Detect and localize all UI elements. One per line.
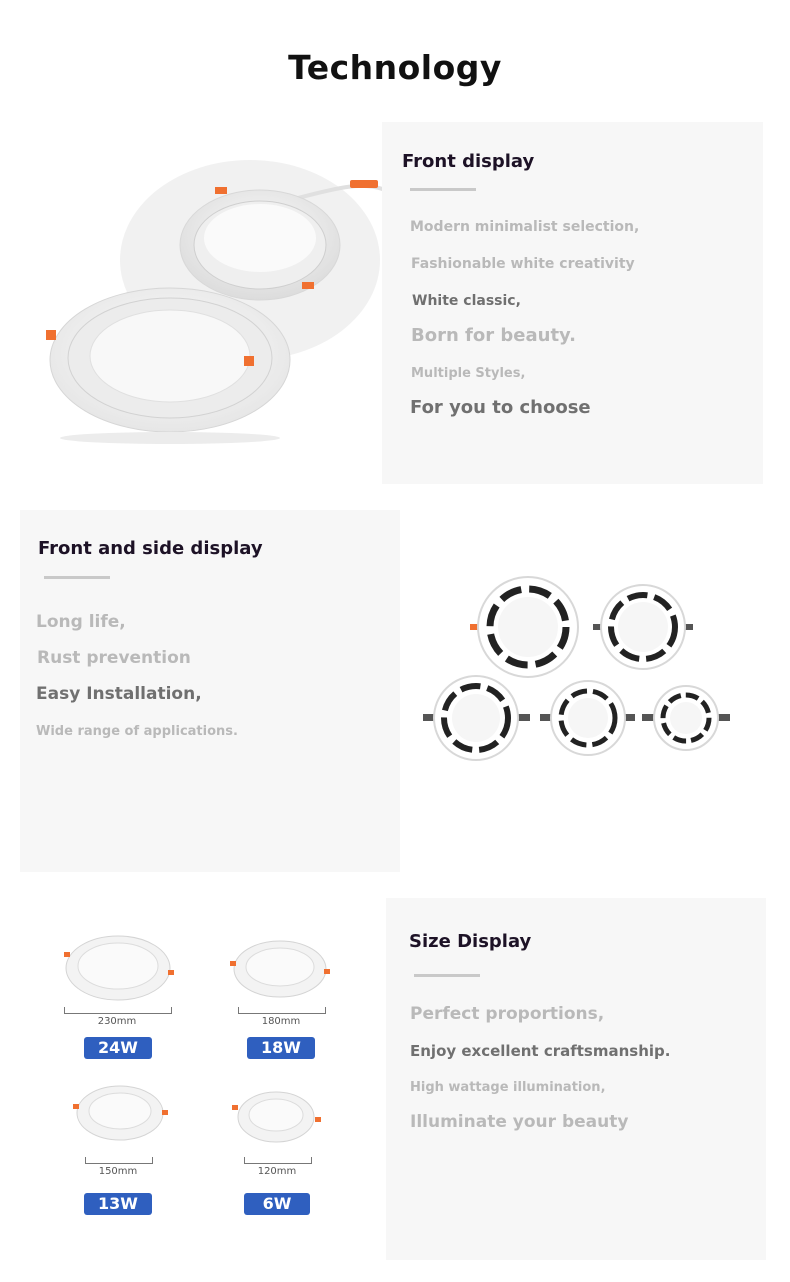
size-label: 180mm [261,1016,301,1027]
size-measure [64,1007,172,1014]
front-display-line: Multiple Styles, [411,366,526,381]
front-display-line: Fashionable white creativity [411,256,635,272]
size-display-heading: Size Display [409,931,532,952]
front-display-line: Modern minimalist selection, [410,219,640,235]
front-side-rule [44,576,110,579]
front-display-line: For you to choose [410,397,591,418]
watt-badge: 18W [247,1037,315,1059]
size-display-panel [386,898,766,1260]
front-display-photo [40,150,385,450]
front-side-line: Easy Installation, [36,684,202,704]
size-display-rule [414,974,480,977]
watt-badge: 13W [84,1193,152,1215]
size-measure [85,1157,153,1164]
front-side-line: Long life, [36,612,126,632]
front-side-line: Wide range of applications. [36,724,238,739]
size-display-line: Perfect proportions, [410,1004,605,1024]
front-display-rule [410,188,476,191]
size-display-line: High wattage illumination, [410,1080,606,1095]
front-display-line: Born for beauty. [411,325,576,346]
front-display-heading: Front display [402,151,535,172]
size-display-line: Illuminate your beauty [410,1112,629,1132]
size-measure [238,1007,326,1014]
size-measure [244,1157,312,1164]
page-title: Technology [288,48,502,87]
size-label: 150mm [98,1166,138,1177]
size-light-24w [60,930,180,1010]
front-display-line: White classic, [412,293,521,309]
watt-badge: 24W [84,1037,152,1059]
watt-badge: 6W [244,1193,310,1215]
size-label: 120mm [257,1166,297,1177]
size-light-13w [70,1080,175,1150]
size-light-18w [228,935,333,1005]
front-side-photo [418,570,738,770]
front-side-line: Rust prevention [37,648,191,668]
size-display-line: Enjoy excellent craftsmanship. [410,1042,671,1060]
size-light-6w [228,1085,328,1150]
size-label: 230mm [97,1016,137,1027]
front-side-heading: Front and side display [38,538,263,559]
